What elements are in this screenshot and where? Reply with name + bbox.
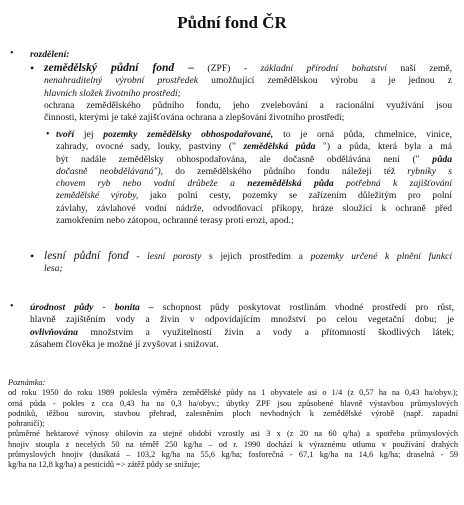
bullet-icon: •: [10, 48, 14, 59]
zpf-abbr: (ZPF) -: [207, 63, 248, 74]
bullet-icon: •: [46, 129, 50, 140]
lesni-term: lesní půdní fond: [44, 250, 129, 262]
section-rozdeleni-heading: [30, 49, 69, 61]
bullet-icon: •: [30, 249, 35, 263]
urodnost-paragraph: úrodnost půdy - bonita – schopnost půdy poskytovat rostlinám vhodné prostředí pro růst, hlavně zajištěním vody a živin v odpovídajícím množství po celou vegetační dobu; je ovlivňována množstvím a využitelností živin a vody a přítomností škodlivých látek; zásahem člověka je možné jí zvyšovat i snižovat.: [30, 302, 454, 350]
lesni-paragraph: lesní půdní fond - lesní porosty s jejich prostředím a pozemky určené k plnění funkcí lesa;: [44, 250, 453, 275]
tvori-paragraph: tvoří jej pozemky zemědělsky obhospodařované, to je orná půda, chmelnice, vinice, zahrady, ovocné sady, louky, pastviny (" zemědělská půda ") a půda, která byla a má být nadále zemědělsky obhospodařována, ale dočasně obdělávána není (" půda dočasně neobdělávaná"), do zemědělského půdního fondu náležejí též rybníky s chovem ryb nebo vodní drůbeže a nezemědělská půda potřebná k zajišťování zemědělské výroby, jako polní cesty, pozemky se zařízením důležitým pro polní závlahy, závlahové vodní nádrže, odvodňovací příkopy, hráze sloužící k ochraně před zamokřením nebo zátopou, ochranné terasy proti erozi, apod.;: [56, 129, 452, 227]
zpf-paragraph: zemědělský půdní fond – (ZPF) - základní přírodní bohatství naší země, nenahraditelný výrobní prostředek umožňující zemědělskou výrobu a je jednou z hlavních složek životního prostředí; ochrana zemědělského půdního fondu, jeho zvelebování a racionální využívání jsou činnosti, kterými je také zajišťována ochrana a zlepšování životního prostředí;: [44, 62, 452, 124]
bullet-icon: •: [10, 301, 14, 312]
bullet-icon: •: [30, 61, 35, 75]
note-block: Poznámka: od roku 1950 do roku 1989 poklesla výměra zemědělské půdy na 1 obyvatele asi o 1/4 (z 0,57 ha na 0,43 ha/obyv.); orná půda - pokles z cca 0,43 ha na 0,3 ha/obyv.; úbytky ZPF jsou způsobené hlavně výstavbou průmyslových podniků, těžbou surovin, stavbou přehrad, zalesněním ploch nevhodných k zemědělské výrobě (např. zapadní pohraničí); průměrné hektarové výnosy obilovin za stejné období vzrostly asi 3 x (z 20 na 60 q/ha) a spotřeba průmyslových hnojiv stoupla z necelých 50 na téměř 250 kg/ha – od r. 1990 dochází k výraznému utlumu v používání drahých průmyslových hnojiv (dusíkatá – 103,2 kg/ha na 55,6 kg/ha; fosforečná - 67,1 kg/ha na 14,6 kg/ha; draselná - 59 kg/ha na 12,8 kg/ha) a pesticidů => zátěž půdy se snižuje;: [8, 378, 458, 470]
note-heading: Poznámka:: [8, 378, 46, 387]
heading-text: rozdělení:: [30, 49, 70, 60]
page-title: Půdní fond ČR: [177, 13, 287, 32]
zpf-term: zemědělský půdní fond –: [44, 62, 194, 74]
